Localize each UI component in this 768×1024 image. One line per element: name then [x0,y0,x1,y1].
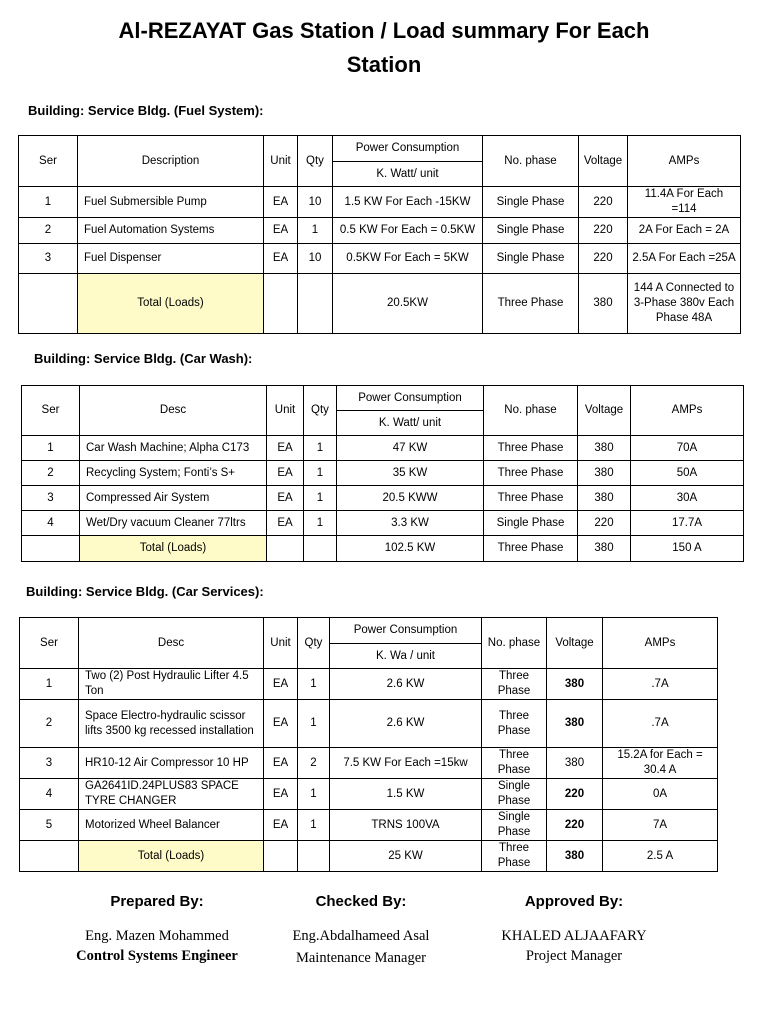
header-qty: Qty [298,618,330,669]
total-phase: Three Phase [483,274,579,334]
header-unit: Unit [264,618,298,669]
cell-desc: Motorized Wheel Balancer [79,810,264,841]
cell-amps: 15.2A for Each = 30.4 A [603,748,718,779]
header-amps: AMPs [631,386,744,436]
header-power-unit: K. Watt/ unit [337,411,484,436]
signature-prepared [72,893,242,966]
cell-qty: 1 [298,779,330,810]
cell-phase: Three Phase [482,700,547,748]
cell-qty: 10 [298,244,333,274]
total-voltage: 380 [547,841,603,872]
cell-desc: Wet/Dry vacuum Cleaner 77ltrs [80,511,267,536]
section-heading-fuel-system: Building: Service Bldg. (Fuel System): [28,103,264,118]
header-qty: Qty [298,136,333,187]
cell-phase: Single Phase [482,810,547,841]
signature-role: Approved By: [524,893,624,910]
cell-qty: 2 [298,748,330,779]
cell-voltage: 220 [547,810,603,841]
cell-power: 0.5KW For Each = 5KW [333,244,483,274]
cell-qty: 10 [298,187,333,218]
total-row [19,274,741,334]
total-label: Total (Loads) [80,536,267,562]
cell-power: 1.5 KW [330,779,482,810]
header-phase: No. phase [482,618,547,669]
fuel-system-table [18,135,741,334]
total-power: 20.5KW [333,274,483,334]
header-phase: No. phase [483,136,579,187]
header-qty: Qty [304,386,337,436]
cell-amps: .7A [603,700,718,748]
signature-position: Project Manager [525,948,623,964]
cell-ser: 3 [22,486,80,511]
title-line-1: Al-REZAYAT Gas Station / Load summary For Each [118,18,650,43]
cell-amps: 17.7A [631,511,744,536]
total-voltage: 380 [578,536,631,562]
signature-name: Eng.Abdalhameed Asal [292,928,430,944]
cell-amps: 2A For Each = 2A [628,218,741,244]
header-amps: AMPs [603,618,718,669]
cell-voltage: 220 [579,218,628,244]
cell-desc: Car Wash Machine; Alpha C173 [80,436,267,461]
cell-power: 20.5 KWW [337,486,484,511]
cell-amps: 11.4A For Each =114 [628,187,741,218]
cell-qty: 1 [304,511,337,536]
cell-unit: EA [264,187,298,218]
cell-desc: GA2641ID.24PLUS83 SPACE TYRE CHANGER [79,779,264,810]
cell-ser: 3 [19,244,78,274]
header-amps: AMPs [628,136,741,187]
header-power-unit: K. Wa / unit [330,644,482,669]
cell-qty: 1 [298,218,333,244]
total-row [22,536,744,562]
header-ser: Ser [20,618,79,669]
cell-unit: EA [264,244,298,274]
cell-power: 0.5 KW For Each = 0.5KW [333,218,483,244]
signature-name: KHALED ALJAAFARY [501,928,647,944]
cell-voltage: 380 [547,700,603,748]
signature-name: Eng. Mazen Mohammed [85,928,229,944]
cell-ser: 2 [20,700,79,748]
total-label: Total (Loads) [79,841,264,872]
signature-position: Maintenance Manager [295,950,427,966]
cell-amps: 2.5A For Each =25A [628,244,741,274]
table-row [22,511,744,536]
table-row [19,218,741,244]
total-power: 25 KW [330,841,482,872]
cell-phase: Three Phase [484,461,578,486]
cell-qty: 1 [304,436,337,461]
header-unit: Unit [267,386,304,436]
table-row [20,700,718,748]
cell-ser: 1 [22,436,80,461]
cell-voltage: 220 [578,511,631,536]
header-ser: Ser [22,386,80,436]
cell-ser: 4 [22,511,80,536]
table-row [22,436,744,461]
header-ser: Ser [19,136,78,187]
cell-unit: EA [264,669,298,700]
cell-amps: 70A [631,436,744,461]
cell-unit: EA [264,700,298,748]
page-title [0,14,768,82]
header-voltage: Voltage [579,136,628,187]
cell-unit: EA [264,810,298,841]
signature-checked [276,893,446,968]
total-label: Total (Loads) [78,274,264,334]
header-desc: Description [78,136,264,187]
cell-desc: Two (2) Post Hydraulic Lifter 4.5 Ton [79,669,264,700]
table-row [19,187,741,218]
cell-power: 2.6 KW [330,700,482,748]
cell-unit: EA [267,436,304,461]
cell-unit: EA [264,748,298,779]
cell-unit: EA [264,779,298,810]
cell-voltage: 220 [579,244,628,274]
total-voltage: 380 [579,274,628,334]
header-desc: Desc [79,618,264,669]
total-phase: Three Phase [484,536,578,562]
cell-unit: EA [267,461,304,486]
cell-amps: 30A [631,486,744,511]
cell-voltage: 220 [547,779,603,810]
header-power-unit: K. Watt/ unit [333,162,483,187]
cell-voltage: 380 [578,486,631,511]
signature-role: Prepared By: [110,893,204,910]
cell-phase: Single Phase [483,218,579,244]
car-wash-table [21,385,744,562]
header-desc: Desc [80,386,267,436]
cell-ser: 5 [20,810,79,841]
section-heading-car-wash: Building: Service Bldg. (Car Wash): [34,351,253,366]
table-row [20,810,718,841]
total-amps: 150 A [631,536,744,562]
cell-desc: Fuel Submersible Pump [78,187,264,218]
total-phase: Three Phase [482,841,547,872]
cell-voltage: 380 [578,461,631,486]
cell-amps: .7A [603,669,718,700]
signature-position: Control Systems Engineer [76,948,238,964]
cell-phase: Single Phase [482,779,547,810]
cell-qty: 1 [304,486,337,511]
cell-power: 7.5 KW For Each =15kw [330,748,482,779]
header-power: Power Consumption [333,136,483,162]
cell-unit: EA [264,218,298,244]
cell-power: 2.6 KW [330,669,482,700]
cell-phase: Single Phase [483,187,579,218]
cell-unit: EA [267,486,304,511]
total-amps: 2.5 A [603,841,718,872]
cell-amps: 50A [631,461,744,486]
cell-phase: Three Phase [484,436,578,461]
total-row [20,841,718,872]
cell-power: 1.5 KW For Each -15KW [333,187,483,218]
cell-phase: Three Phase [484,486,578,511]
cell-ser: 2 [22,461,80,486]
cell-power: TRNS 100VA [330,810,482,841]
cell-qty: 1 [298,700,330,748]
cell-power: 3.3 KW [337,511,484,536]
cell-phase: Three Phase [482,669,547,700]
cell-voltage: 380 [547,748,603,779]
table-row [22,486,744,511]
cell-ser: 3 [20,748,79,779]
header-voltage: Voltage [578,386,631,436]
car-services-table [19,617,718,872]
cell-qty: 1 [304,461,337,486]
cell-desc: Space Electro-hydraulic scissor lifts 3500 kg recessed installation [79,700,264,748]
cell-voltage: 380 [547,669,603,700]
cell-desc: Recycling System; Fonti’s S+ [80,461,267,486]
cell-amps: 0A [603,779,718,810]
cell-voltage: 220 [579,187,628,218]
table-row [20,669,718,700]
total-amps: 144 A Connected to 3-Phase 380v Each Phase 48A [628,274,741,334]
cell-ser: 4 [20,779,79,810]
table-row [22,461,744,486]
cell-ser: 1 [20,669,79,700]
cell-ser: 2 [19,218,78,244]
signature-role: Checked By: [315,893,407,910]
header-unit: Unit [264,136,298,187]
cell-voltage: 380 [578,436,631,461]
header-phase: No. phase [484,386,578,436]
cell-ser: 1 [19,187,78,218]
title-line-2: Station [346,52,422,77]
cell-phase: Single Phase [483,244,579,274]
cell-amps: 7A [603,810,718,841]
signature-approved [482,893,666,966]
cell-unit: EA [267,511,304,536]
table-row [20,748,718,779]
cell-desc: HR10-12 Air Compressor 10 HP [79,748,264,779]
cell-power: 35 KW [337,461,484,486]
header-power: Power Consumption [337,386,484,411]
cell-phase: Single Phase [484,511,578,536]
cell-power: 47 KW [337,436,484,461]
total-power: 102.5 KW [337,536,484,562]
cell-phase: Three Phase [482,748,547,779]
cell-qty: 1 [298,810,330,841]
cell-desc: Fuel Automation Systems [78,218,264,244]
header-power: Power Consumption [330,618,482,644]
section-heading-car-services: Building: Service Bldg. (Car Services): [26,584,264,599]
cell-desc: Fuel Dispenser [78,244,264,274]
table-row [19,244,741,274]
header-voltage: Voltage [547,618,603,669]
cell-qty: 1 [298,669,330,700]
cell-desc: Compressed Air System [80,486,267,511]
table-row [20,779,718,810]
